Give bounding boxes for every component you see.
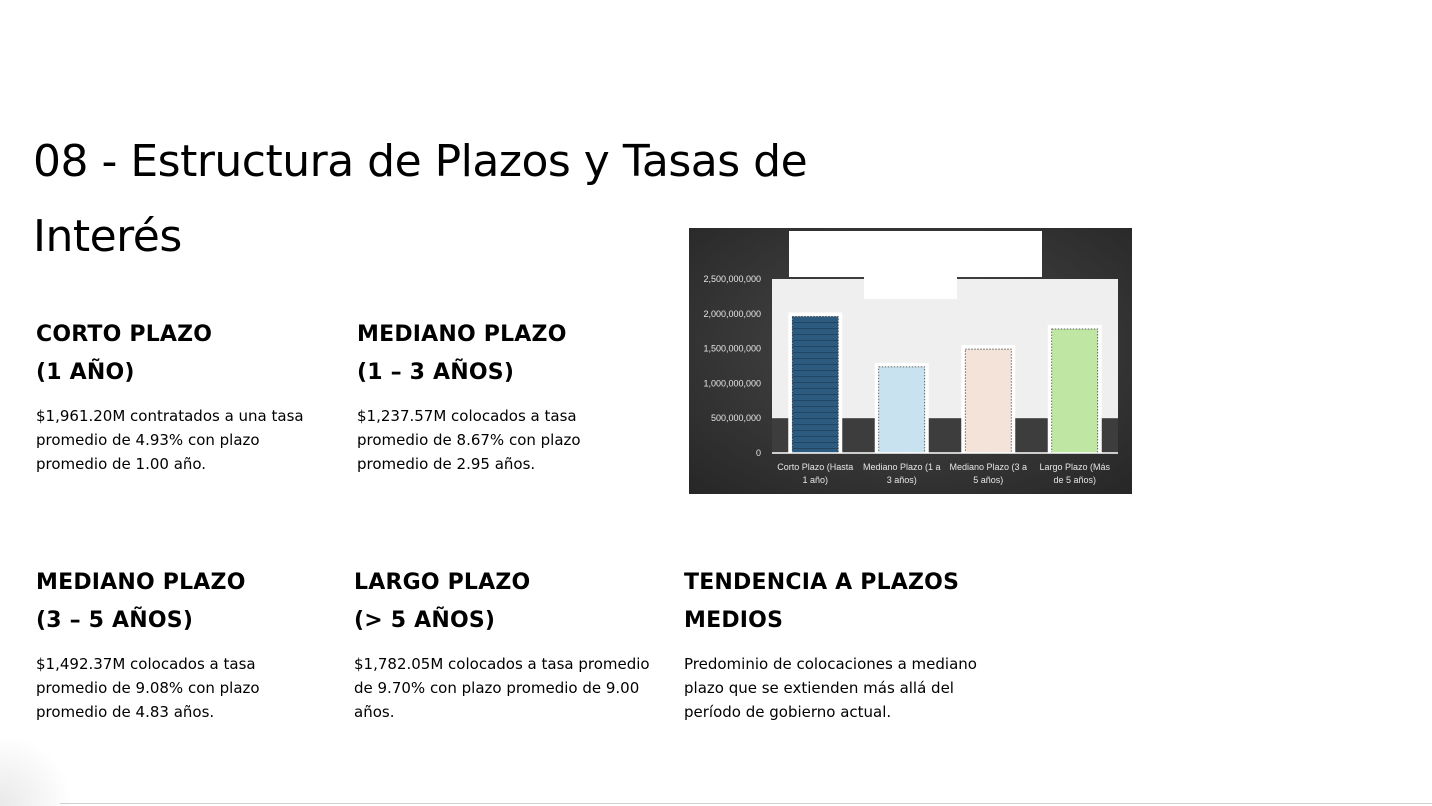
tendencia-heading: [684, 564, 984, 640]
x-tick-label: Mediano Plazo (1 a: [862, 462, 941, 472]
largo-plazo-text: $1,782.05M colocados a tasa promedio de 9.70% con plazo promedio de 9.00 años.: [354, 655, 650, 721]
chart-svg: [689, 228, 1132, 494]
largo-plazo-heading: [354, 564, 664, 640]
y-tick-label: 2,000,000,000: [703, 308, 761, 319]
chart-title-box-lower: [864, 275, 957, 299]
corto-plazo-heading-line-1: CORTO PLAZO: [36, 322, 213, 347]
corner-shade: [0, 740, 70, 806]
bar-2: [879, 367, 925, 453]
mediano-plazo-3-5-heading-line-2: (3 – 5 AÑOS): [36, 608, 194, 633]
mediano-plazo-1-3-block: [357, 316, 587, 476]
corto-plazo-heading-line-2: (1 AÑO): [36, 360, 135, 385]
x-tick-label: 5 años): [973, 475, 1004, 485]
y-tick-label: 2,500,000,000: [703, 274, 761, 284]
tendencia-heading-line-1: TENDENCIA A PLAZOS: [684, 570, 960, 595]
bottom-divider: [60, 803, 1432, 804]
term-structure-chart: [689, 228, 1132, 494]
page-title-line-1: 08 - Estructura de Plazos y Tasas de: [33, 136, 808, 187]
bar-3: [965, 349, 1011, 453]
mediano-plazo-3-5-block: [36, 564, 296, 724]
mediano-plazo-3-5-text: $1,492.37M colocados a tasa promedio de 9.08% con plazo promedio de 4.83 años.: [36, 655, 260, 721]
mediano-plazo-1-3-heading-line-1: MEDIANO PLAZO: [357, 322, 567, 347]
tendencia-block: [684, 564, 984, 724]
mediano-plazo-3-5-heading: [36, 564, 296, 640]
mediano-plazo-1-3-heading: [357, 316, 587, 392]
largo-plazo-block: [354, 564, 664, 724]
bar-4: [1052, 329, 1098, 453]
page-title-line-2: Interés: [33, 211, 182, 262]
tendencia-heading-line-2: MEDIOS: [684, 608, 784, 633]
bar-1: [792, 317, 838, 453]
x-tick-label: Mediano Plazo (3 a: [949, 462, 1028, 472]
y-tick-label: 0: [755, 448, 761, 458]
x-tick-label: 1 año): [802, 475, 829, 485]
x-tick-label: de 5 años): [1053, 475, 1097, 485]
chart-title-box: [789, 231, 1042, 277]
largo-plazo-heading-line-1: LARGO PLAZO: [354, 570, 531, 595]
y-tick-label: 500,000,000: [710, 413, 761, 424]
y-tick-label: 1,500,000,000: [703, 343, 761, 354]
x-tick-label: Corto Plazo (Hasta: [777, 462, 854, 472]
y-tick-label: 1,000,000,000: [703, 378, 761, 389]
corto-plazo-text: $1,961.20M contratados a una tasa promedio de 4.93% con plazo promedio de 1.00 año.: [36, 407, 304, 473]
mediano-plazo-1-3-text: $1,237.57M colocados a tasa promedio de 8.67% con plazo promedio de 2.95 años.: [357, 407, 581, 473]
corto-plazo-block: [36, 316, 326, 476]
x-tick-label: 3 años): [886, 475, 917, 485]
x-tick-label: Largo Plazo (Más: [1039, 462, 1111, 472]
mediano-plazo-3-5-heading-line-1: MEDIANO PLAZO: [36, 570, 246, 595]
largo-plazo-heading-line-2: (> 5 AÑOS): [354, 608, 496, 633]
corto-plazo-heading: [36, 316, 326, 392]
tendencia-text: Predominio de colocaciones a mediano plazo que se extienden más allá del período de gobierno actual.: [684, 655, 977, 721]
mediano-plazo-1-3-heading-line-2: (1 – 3 AÑOS): [357, 360, 515, 385]
